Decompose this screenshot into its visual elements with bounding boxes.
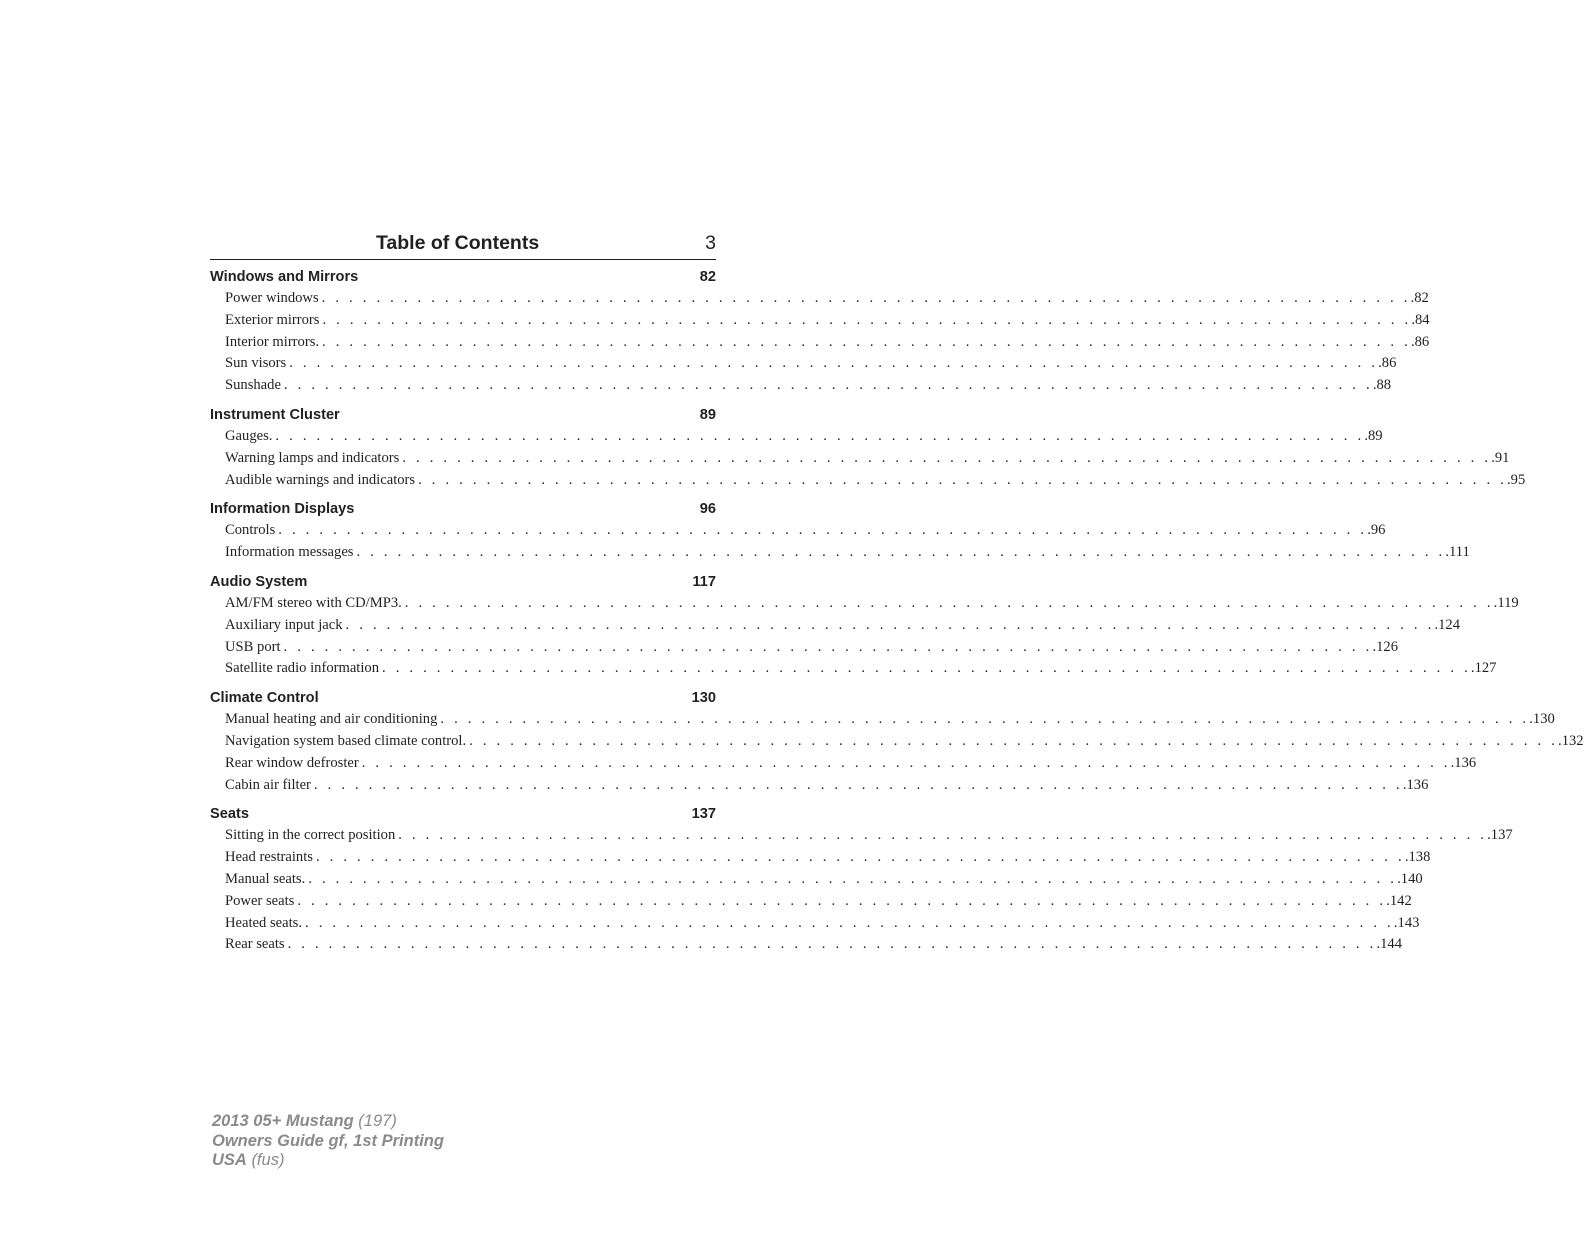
entry-label: Gauges. [225, 427, 273, 444]
dot-leader: . . . . . . . . . . . . . . . . . . . . . . . . . . . . . . . . . . . . . . . . . . . . . . . . . . . . . . . . . . . . . . . . . . . . . . . . . . . . . . . . [315, 849, 1405, 866]
toc-section [210, 499, 1470, 564]
dot-leader: . . . . . . . . . . . . . . . . . . . . . . . . . . . . . . . . . . . . . . . . . . . . . . . . . . . . . . . . . . . . . . . . . . . . . . . . . . . . . . . . [313, 776, 1403, 793]
section-title: Instrument Cluster [210, 406, 340, 423]
toc-entry[interactable] [210, 731, 1584, 753]
toc-section [210, 267, 1430, 397]
toc-entry[interactable] [210, 913, 1420, 935]
section-title: Information Displays [210, 501, 355, 518]
section-page: 89 [699, 406, 716, 423]
toc-section [210, 804, 1513, 956]
dot-leader: . . . . . . . . . . . . . . . . . . . . . . . . . . . . . . . . . . . . . . . . . . . . . . . . . . . . . . . . . . . . . . . . . . . . . . . . . . . . . . . . [275, 427, 1365, 444]
entry-label: Heated seats. [225, 914, 302, 931]
section-heading[interactable] [210, 405, 716, 426]
toc-entry[interactable] [210, 332, 1430, 354]
entry-page: .89 [1364, 427, 1383, 444]
entry-label: Controls [225, 522, 276, 539]
dot-leader: . . . . . . . . . . . . . . . . . . . . . . . . . . . . . . . . . . . . . . . . . . . . . . . . . . . . . . . . . . . . . . . . . . . . . . . . . . . . . . . . [321, 290, 1411, 306]
footer [212, 1112, 444, 1171]
toc-entry[interactable] [210, 775, 1429, 797]
dot-leader: . . . . . . . . . . . . . . . . . . . . . . . . . . . . . . . . . . . . . . . . . . . . . . . . . . . . . . . . . . . . . . . . . . . . . . . . . . . . . . . . [469, 732, 1559, 749]
section-title: Audio System [210, 573, 308, 590]
entry-label: Manual heating and air conditioning [225, 711, 438, 728]
section-heading[interactable] [210, 267, 716, 288]
section-page: 137 [691, 806, 716, 823]
entry-label: Interior mirrors. [225, 333, 320, 350]
toc-entry[interactable] [210, 353, 1397, 375]
toc-entry[interactable] [210, 869, 1423, 891]
toc-entry[interactable] [210, 448, 1510, 470]
entry-page: .138 [1404, 849, 1431, 866]
toc-entry[interactable] [210, 288, 1429, 310]
entry-label: Sitting in the correct position [225, 827, 396, 844]
section-page: 130 [691, 690, 716, 707]
toc-entry[interactable] [210, 825, 1513, 847]
toc-entry[interactable] [210, 375, 1392, 397]
section-page: 82 [699, 269, 716, 285]
entry-label: Audible warnings and indicators [225, 471, 416, 488]
entry-label: Exterior mirrors [225, 311, 320, 328]
entry-label: Rear window defroster [225, 754, 359, 771]
entry-page: .91 [1491, 449, 1510, 466]
section-title: Climate Control [210, 690, 319, 707]
footer-guide: Owners Guide gf, 1st Printing [212, 1131, 444, 1150]
entry-page: .84 [1411, 311, 1430, 328]
dot-leader: . . . . . . . . . . . . . . . . . . . . . . . . . . . . . . . . . . . . . . . . . . . . . . . . . . . . . . . . . . . . . . . . . . . . . . . . . . . . . . . . [308, 870, 1398, 887]
toc-entry[interactable] [210, 310, 1430, 332]
entry-page: .86 [1378, 355, 1397, 372]
entry-page: .136 [1402, 776, 1429, 793]
entry-page: .142 [1386, 892, 1412, 909]
dot-leader: . . . . . . . . . . . . . . . . . . . . . . . . . . . . . . . . . . . . . . . . . . . . . . . . . . . . . . . . . . . . . . . . . . . . . . . . . . . . . . . . [356, 544, 1446, 561]
footer-region: USA [212, 1151, 247, 1169]
toc-entry[interactable] [210, 470, 1526, 492]
dot-leader: . . . . . . . . . . . . . . . . . . . . . . . . . . . . . . . . . . . . . . . . . . . . . . . . . . . . . . . . . . . . . . . . . . . . . . . . . . . . . . . . [278, 522, 1368, 539]
entry-label: Power windows [225, 290, 319, 306]
dot-leader: . . . . . . . . . . . . . . . . . . . . . . . . . . . . . . . . . . . . . . . . . . . . . . . . . . . . . . . . . . . . . . . . . . . . . . . . . . . . . . . . [283, 377, 1373, 394]
page-number: 3 [705, 232, 716, 254]
entry-page: .96 [1367, 522, 1386, 539]
section-title: Windows and Mirrors [210, 269, 359, 285]
entry-page: .82 [1410, 290, 1429, 306]
entry-page: .144 [1376, 936, 1403, 953]
entry-label: Sun visors [225, 355, 287, 372]
toc-entry[interactable] [210, 658, 1497, 680]
dot-leader: . . . . . . . . . . . . . . . . . . . . . . . . . . . . . . . . . . . . . . . . . . . . . . . . . . . . . . . . . . . . . . . . . . . . . . . . . . . . . . . . [382, 660, 1471, 677]
entry-page: .119 [1493, 594, 1519, 611]
entry-page: .137 [1487, 827, 1513, 844]
entry-page: .95 [1507, 471, 1526, 488]
entry-label: Satellite radio information [225, 660, 380, 677]
entry-label: Manual seats. [225, 870, 306, 887]
toc-entry[interactable] [210, 753, 1477, 775]
page-title: Table of Contents [375, 232, 540, 254]
dot-leader: . . . . . . . . . . . . . . . . . . . . . . . . . . . . . . . . . . . . . . . . . . . . . . . . . . . . . . . . . . . . . . . . . . . . . . . . . . . . . . . . [297, 892, 1387, 909]
dot-leader: . . . . . . . . . . . . . . . . . . . . . . . . . . . . . . . . . . . . . . . . . . . . . . . . . . . . . . . . . . . . . . . . . . . . . . . . . . . . . . . . [287, 936, 1377, 953]
entry-page: .140 [1397, 870, 1423, 887]
entry-page: .130 [1529, 711, 1555, 728]
dot-leader: . . . . . . . . . . . . . . . . . . . . . . . . . . . . . . . . . . . . . . . . . . . . . . . . . . . . . . . . . . . . . . . . . . . . . . . . . . . . . . . . [283, 638, 1373, 655]
section-heading[interactable] [210, 688, 716, 709]
dot-leader: . . . . . . . . . . . . . . . . . . . . . . . . . . . . . . . . . . . . . . . . . . . . . . . . . . . . . . . . . . . . . . . . . . . . . . . . . . . . . . . . [398, 827, 1488, 844]
entry-page: .86 [1410, 333, 1430, 350]
toc-entry[interactable] [210, 542, 1470, 564]
dot-leader: . . . . . . . . . . . . . . . . . . . . . . . . . . . . . . . . . . . . . . . . . . . . . . . . . . . . . . . . . . . . . . . . . . . . . . . . . . . . . . . . [418, 471, 1507, 488]
section-page: 117 [692, 573, 716, 590]
toc-entry[interactable] [210, 426, 1383, 448]
entry-label: USB port [225, 638, 281, 655]
toc-entry[interactable] [210, 847, 1431, 869]
footer-line-1 [212, 1112, 444, 1132]
dot-leader: . . . . . . . . . . . . . . . . . . . . . . . . . . . . . . . . . . . . . . . . . . . . . . . . . . . . . . . . . . . . . . . . . . . . . . . . . . . . . . . . [289, 355, 1379, 372]
entry-label: Navigation system based climate control. [225, 732, 467, 749]
entry-label: Head restraints [225, 849, 313, 866]
footer-model: 2013 05+ Mustang [212, 1112, 354, 1130]
entry-page: .88 [1372, 377, 1392, 394]
toc-entry[interactable] [210, 891, 1412, 913]
toc-entry[interactable] [210, 709, 1555, 731]
entry-label: Sunshade [225, 377, 281, 394]
section-heading[interactable] [210, 499, 716, 520]
entry-label: Cabin air filter [225, 776, 311, 793]
section-page: 96 [699, 501, 716, 518]
entry-label: Rear seats [225, 936, 285, 953]
toc-entry[interactable] [210, 593, 1519, 615]
entry-page: .143 [1393, 914, 1420, 931]
toc-section [210, 572, 1519, 680]
dot-leader: . . . . . . . . . . . . . . . . . . . . . . . . . . . . . . . . . . . . . . . . . . . . . . . . . . . . . . . . . . . . . . . . . . . . . . . . . . . . . . . . [322, 333, 1411, 350]
entry-page: .124 [1434, 616, 1460, 633]
section-heading[interactable] [210, 804, 716, 825]
toc-section [210, 405, 1526, 491]
toc-entry[interactable] [210, 934, 1403, 956]
toc-page [210, 229, 1584, 964]
toc-list [210, 267, 1584, 956]
entry-label: Information messages [225, 544, 354, 561]
entry-label: Auxiliary input jack [225, 616, 343, 633]
dot-leader: . . . . . . . . . . . . . . . . . . . . . . . . . . . . . . . . . . . . . . . . . . . . . . . . . . . . . . . . . . . . . . . . . . . . . . . . . . . . . . . . [402, 449, 1492, 466]
section-title: Seats [210, 806, 249, 823]
toc-section [210, 688, 1584, 796]
dot-leader: . . . . . . . . . . . . . . . . . . . . . . . . . . . . . . . . . . . . . . . . . . . . . . . . . . . . . . . . . . . . . . . . . . . . . . . . . . . . . . . . [440, 711, 1530, 728]
entry-label: AM/FM stereo with CD/MP3. [225, 594, 402, 611]
entry-label: Warning lamps and indicators [225, 449, 400, 466]
footer-region-code: (fus) [251, 1151, 285, 1169]
dot-leader: . . . . . . . . . . . . . . . . . . . . . . . . . . . . . . . . . . . . . . . . . . . . . . . . . . . . . . . . . . . . . . . . . . . . . . . . . . . . . . . . [404, 594, 1494, 611]
dot-leader: . . . . . . . . . . . . . . . . . . . . . . . . . . . . . . . . . . . . . . . . . . . . . . . . . . . . . . . . . . . . . . . . . . . . . . . . . . . . . . . . [361, 754, 1451, 771]
toc-entry[interactable] [210, 520, 1386, 542]
footer-model-code: (197) [358, 1112, 397, 1130]
footer-line-3 [212, 1151, 444, 1171]
footer-line-2 [212, 1132, 444, 1152]
page-header [210, 229, 716, 260]
entry-label: Power seats [225, 892, 295, 909]
dot-leader: . . . . . . . . . . . . . . . . . . . . . . . . . . . . . . . . . . . . . . . . . . . . . . . . . . . . . . . . . . . . . . . . . . . . . . . . . . . . . . . . [305, 914, 1394, 931]
toc-entry[interactable] [210, 615, 1460, 637]
toc-entry[interactable] [210, 637, 1398, 659]
entry-page: .126 [1372, 638, 1398, 655]
entry-page: .132 [1558, 732, 1584, 749]
dot-leader: . . . . . . . . . . . . . . . . . . . . . . . . . . . . . . . . . . . . . . . . . . . . . . . . . . . . . . . . . . . . . . . . . . . . . . . . . . . . . . . . [345, 616, 1435, 633]
entry-page: .136 [1450, 754, 1477, 771]
dot-leader: . . . . . . . . . . . . . . . . . . . . . . . . . . . . . . . . . . . . . . . . . . . . . . . . . . . . . . . . . . . . . . . . . . . . . . . . . . . . . . . . [322, 311, 1412, 328]
entry-page: .127 [1470, 660, 1497, 677]
entry-page: .111 [1445, 544, 1470, 561]
section-heading[interactable] [210, 572, 716, 593]
